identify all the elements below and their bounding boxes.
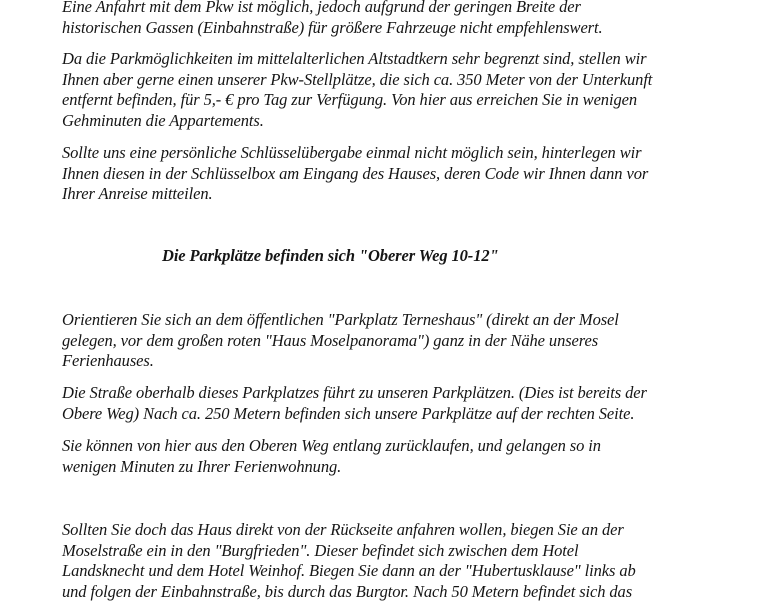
text-line: Die Straße oberhalb dieses Parkplatzes führt zu unseren Parkplätzen. (Dies ist bereits der xyxy=(62,383,647,402)
text-line: Eine Anfahrt mit dem Pkw ist möglich, jedoch aufgrund der geringen Breite der xyxy=(62,0,581,16)
text-line: Die Parkplätze befinden sich "Oberer Weg 10-12" xyxy=(162,246,499,265)
text-line: gelegen, vor dem großen roten "Haus Moselpanorama") ganz in der Nähe unseres xyxy=(62,330,599,350)
text-line: Orientieren Sie sich an dem öffentlichen "Parkplatz Terneshaus" (direkt an der Mosel xyxy=(62,310,619,329)
text-line: Moselstraße ein in den "Burgfrieden". Dieser befindet sich zwischen dem Hotel xyxy=(62,540,579,560)
text-line: Da die Parkmöglichkeiten im mittelalterlichen Altstadtkern sehr begrenzt sind, stellen wir xyxy=(62,49,647,68)
text-line: Obere Weg) Nach ca. 250 Metern befinden sich unsere Parkplätze auf der rechten Seite. xyxy=(62,403,635,423)
text-line: entfernt befinden, für 5,- € pro Tag zur Verfügung. Von hier aus erreichen Sie in wenigen xyxy=(62,90,637,110)
text-line: Sollten Sie doch das Haus direkt von der Rückseite anfahren wollen, biegen Sie an der xyxy=(62,520,624,539)
text-line: Ihnen aber gerne einen unserer Pkw-Stellplätze, die sich ca. 350 Meter von der Unterkunft xyxy=(62,69,653,89)
text-line: Sollte uns eine persönliche Schlüsselübergabe einmal nicht möglich sein, hinterlegen wir xyxy=(62,143,642,162)
text-line: Landsknecht und dem Hotel Weinhof. Biegen Sie dann an der "Hubertusklause" links ab xyxy=(62,561,636,581)
text-line: Gehminuten die Appartements. xyxy=(62,110,264,130)
text-line: Ferienhauses. xyxy=(62,351,154,371)
text-line: Sie können von hier aus den Oberen Weg entlang zurücklaufen, und gelangen so in xyxy=(62,436,601,455)
text-line: Ihnen diesen in der Schlüsselbox am Eingang des Hauses, deren Code wir Ihnen dann vor xyxy=(62,163,649,183)
text-line: und folgen der Einbahnstraße, bis durch das Burgtor. Nach 50 Metern befindet sich das xyxy=(62,581,633,601)
text-line: Ihrer Anreise mitteilen. xyxy=(62,184,213,204)
text-line: historischen Gassen (Einbahnstraße) für größere Fahrzeuge nicht empfehlenswert. xyxy=(62,17,603,37)
text-line: wenigen Minuten zu Ihrer Ferienwohnung. xyxy=(62,456,342,476)
